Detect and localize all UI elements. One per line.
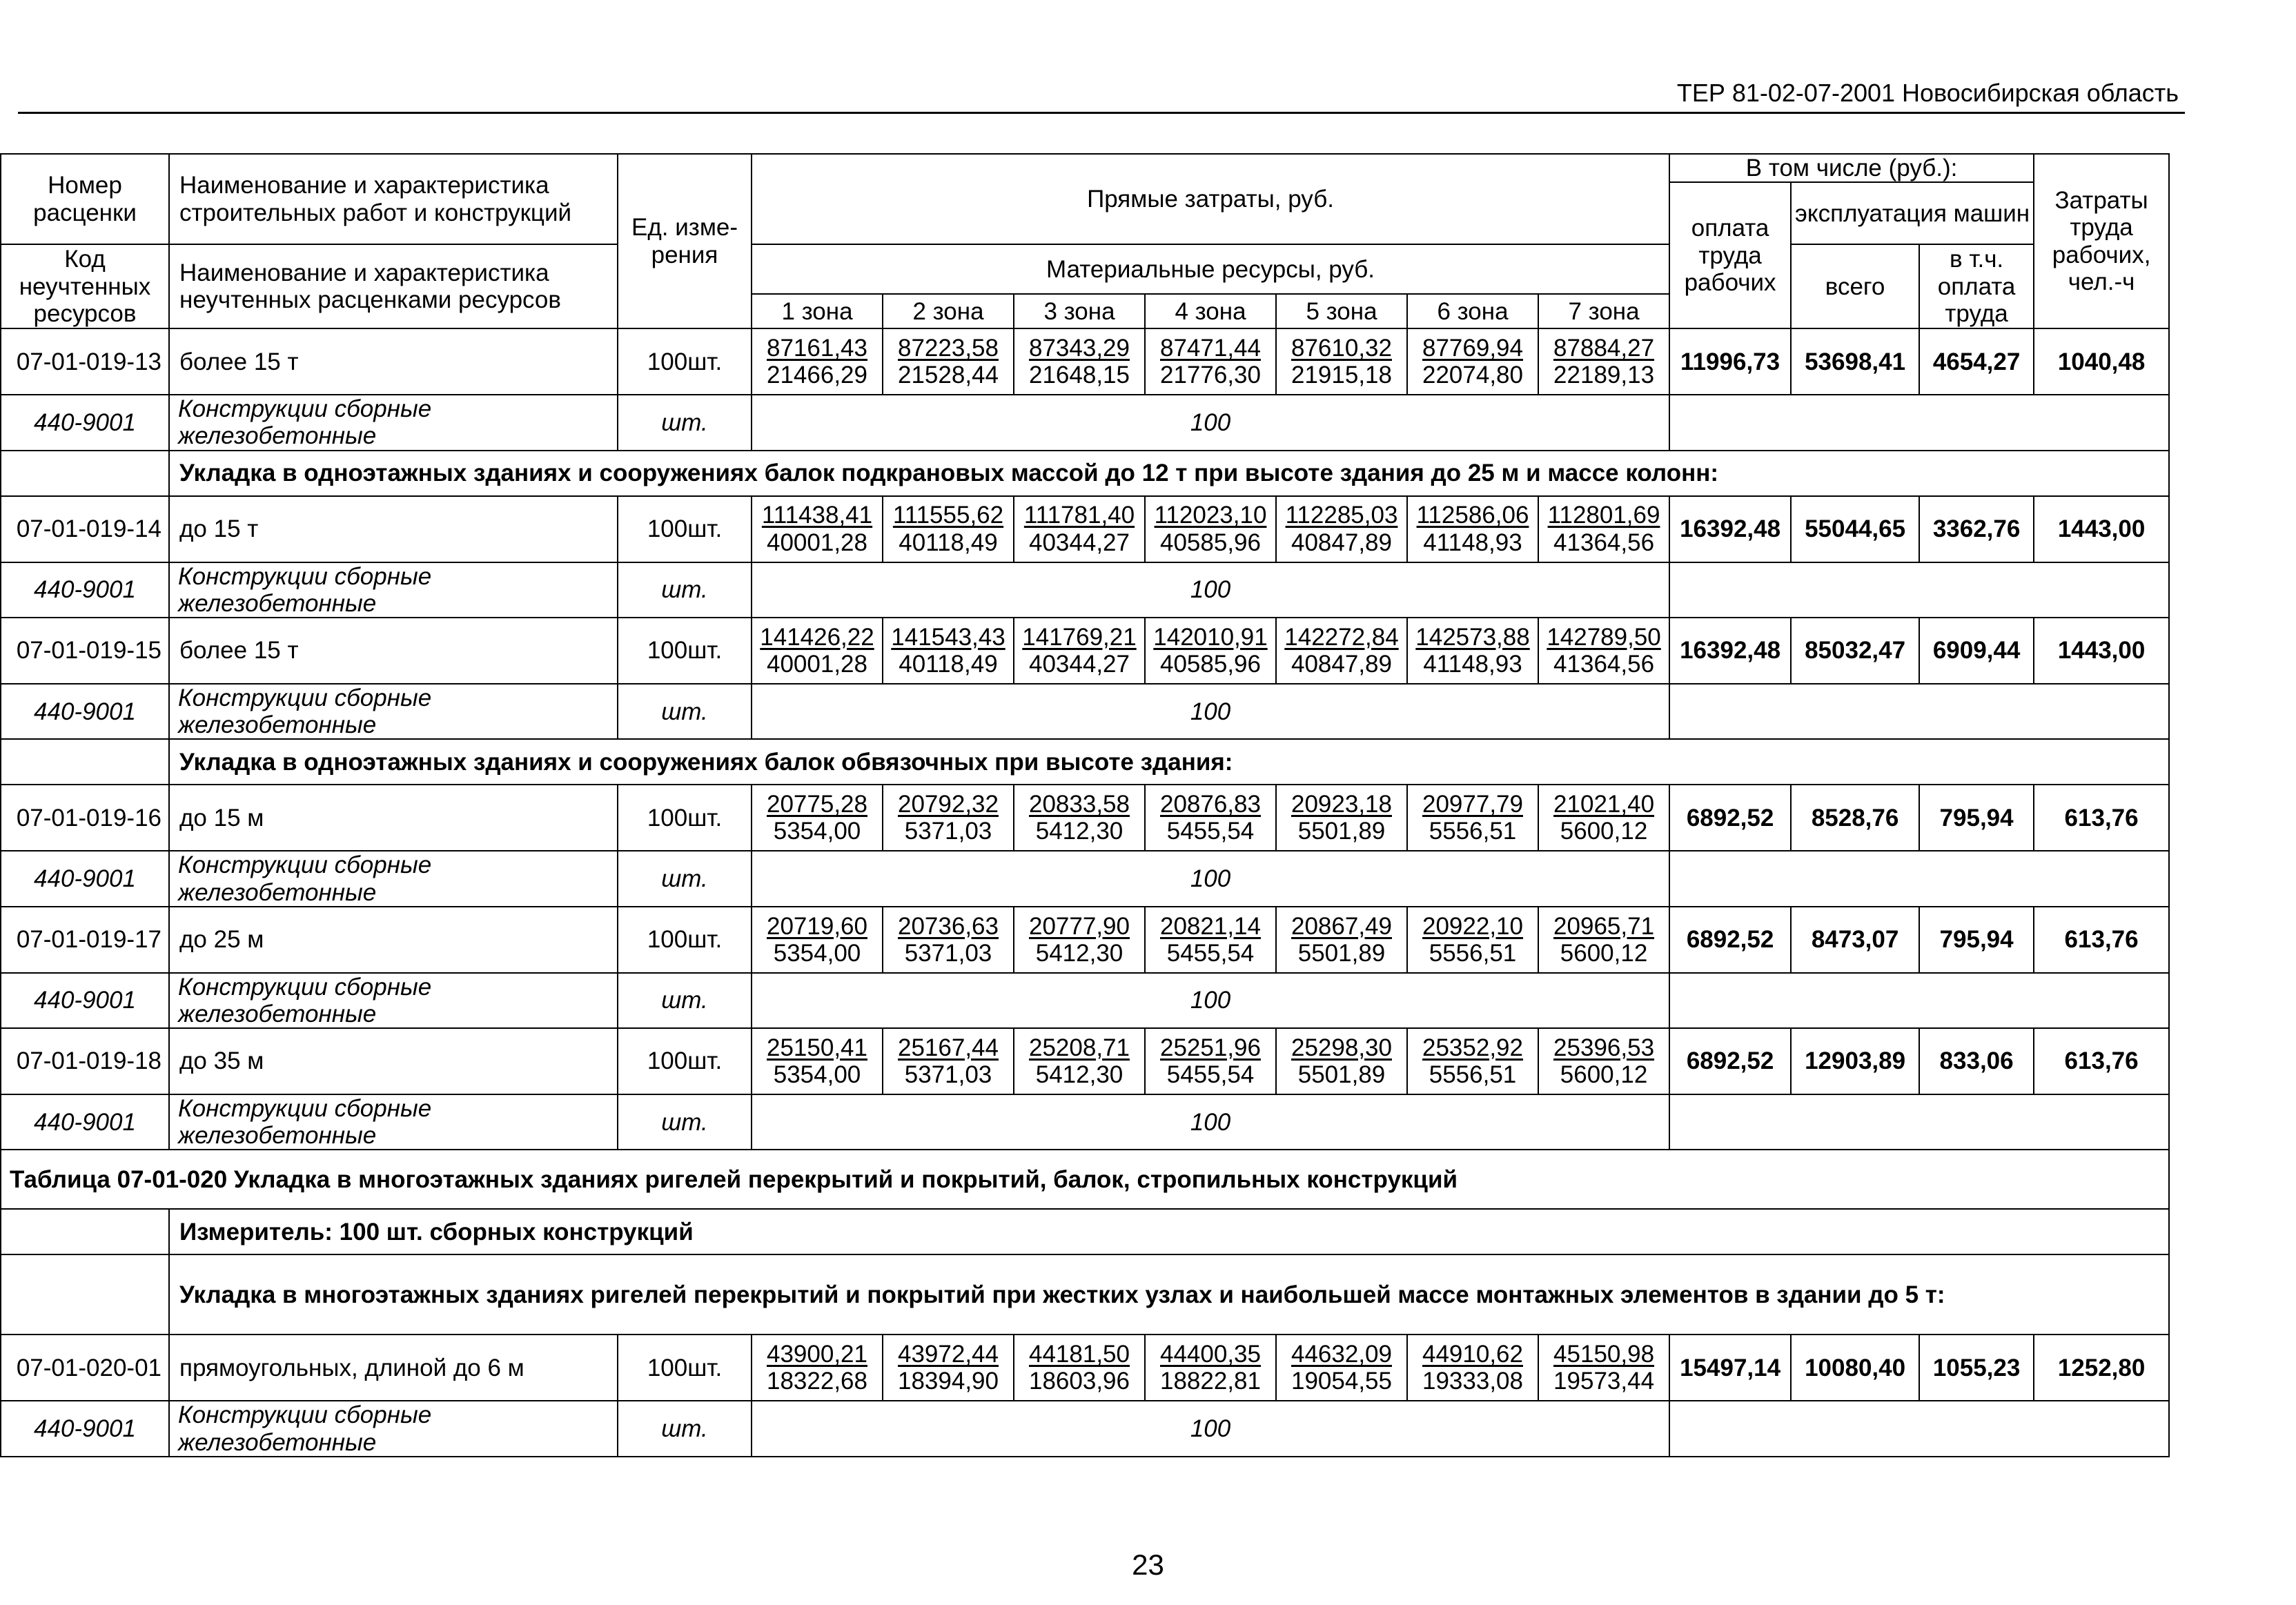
material-cost-value: 40585,96 [1160, 650, 1261, 678]
direct-cost-value: 87610,32 [1291, 335, 1392, 362]
empty-code-cell [1, 739, 169, 785]
machines-total-value: 8528,76 [1791, 785, 1919, 851]
direct-cost-value: 25396,53 [1553, 1034, 1655, 1061]
rate-name: более 15 т [169, 618, 618, 684]
resource-quantity: 100 [752, 1401, 1669, 1456]
resource-unit: шт. [618, 395, 752, 450]
zone-cost-cell [1014, 496, 1145, 562]
resource-name: Конструкции сборные железобетонные [169, 562, 618, 618]
rate-name: до 35 м [169, 1028, 618, 1094]
header-machines-wages: в т.ч. оплата труда [1919, 244, 2034, 328]
rate-name: до 15 т [169, 496, 618, 562]
zone-cost-cell [1407, 618, 1538, 684]
header-materials: Материальные ресурсы, руб. [752, 244, 1669, 294]
material-cost-value: 40118,49 [899, 529, 998, 556]
header-unit: Ед. изме- рения [618, 154, 752, 328]
material-cost-value: 19573,44 [1553, 1368, 1655, 1395]
resource-unit: шт. [618, 851, 752, 906]
empty-code-cell [1, 451, 169, 496]
resource-name: Конструкции сборные железобетонные [169, 684, 618, 739]
page-number: 23 [1132, 1548, 1164, 1581]
material-cost-value: 5600,12 [1560, 1061, 1648, 1089]
material-cost-value: 21466,29 [767, 362, 867, 389]
material-cost-value: 5501,89 [1297, 1061, 1386, 1089]
header-name: Наименование и характеристика строительных работ и конструкций [169, 154, 618, 244]
material-cost-value: 41148,93 [1423, 529, 1522, 556]
zone-cost-cell [752, 907, 883, 973]
zone-cost-cell [1407, 496, 1538, 562]
direct-cost-value: 21021,40 [1553, 791, 1655, 818]
direct-cost-value: 87471,44 [1160, 335, 1261, 362]
zone-cost-cell [1145, 618, 1276, 684]
material-cost-value: 22189,13 [1553, 362, 1655, 389]
zone-cost-cell [752, 328, 883, 395]
rate-unit: 100шт. [618, 496, 752, 562]
direct-cost-value: 87884,27 [1553, 335, 1655, 362]
direct-cost-value: 25352,92 [1422, 1034, 1523, 1061]
zone-cost-cell [1145, 785, 1276, 851]
rate-row [1, 618, 2169, 684]
machines-wages-value: 795,94 [1919, 785, 2034, 851]
labor-value: 1252,80 [2034, 1335, 2169, 1401]
material-cost-value: 21915,18 [1291, 362, 1392, 389]
material-cost-value: 40001,28 [767, 529, 867, 556]
machines-total-value: 8473,07 [1791, 907, 1919, 973]
direct-cost-value: 87343,29 [1029, 335, 1130, 362]
zone-cost-cell [1014, 618, 1145, 684]
labor-value: 1443,00 [2034, 618, 2169, 684]
zone-cost-cell [752, 1028, 883, 1094]
wages-value: 6892,52 [1669, 1028, 1791, 1094]
zone-cost-cell [1538, 618, 1669, 684]
material-cost-value: 19054,55 [1291, 1368, 1392, 1395]
direct-cost-value: 111438,41 [761, 502, 873, 529]
wages-value: 16392,48 [1669, 496, 1791, 562]
direct-cost-value: 44632,09 [1291, 1341, 1392, 1368]
rate-unit: 100шт. [618, 1335, 752, 1401]
material-cost-value: 40344,27 [1029, 529, 1130, 556]
resource-quantity: 100 [752, 684, 1669, 739]
material-cost-value: 19333,08 [1422, 1368, 1523, 1395]
rate-code: 07-01-019-17 [1, 907, 169, 973]
zone-cost-cell [1145, 1028, 1276, 1094]
zone-cost-cell [1145, 907, 1276, 973]
zone-cost-cell [1407, 785, 1538, 851]
direct-cost-value: 20922,10 [1422, 912, 1523, 940]
resource-code: 440-9001 [1, 1094, 169, 1150]
rate-code: 07-01-019-14 [1, 496, 169, 562]
rate-code: 07-01-019-16 [1, 785, 169, 851]
rate-code: 07-01-019-13 [1, 328, 169, 395]
direct-cost-value: 45150,98 [1553, 1341, 1655, 1368]
zone-cost-cell [752, 496, 883, 562]
direct-cost-value: 141769,21 [1022, 623, 1137, 651]
zone-cost-cell [1276, 496, 1407, 562]
machines-total-value: 55044,65 [1791, 496, 1919, 562]
zone-cost-cell [752, 618, 883, 684]
direct-cost-value: 20736,63 [898, 912, 999, 940]
material-cost-value: 5371,03 [904, 939, 992, 967]
section-subheading: Укладка в одноэтажных зданиях и сооружениях балок подкрановых массой до 12 т при высоте здания до 25 м и массе колонн: [169, 451, 2169, 496]
rate-code: 07-01-019-15 [1, 618, 169, 684]
material-cost-value: 41364,56 [1553, 650, 1655, 678]
zone-cost-cell [1276, 1028, 1407, 1094]
rate-row [1, 785, 2169, 851]
labor-value: 613,76 [2034, 1028, 2169, 1094]
section-subheading-row [1, 739, 2169, 785]
zone-cost-cell [1538, 785, 1669, 851]
rates-table [0, 153, 2170, 1457]
machines-wages-value: 3362,76 [1919, 496, 2034, 562]
wages-value: 16392,48 [1669, 618, 1791, 684]
material-cost-value: 5501,89 [1297, 939, 1386, 967]
direct-cost-value: 142789,50 [1547, 623, 1661, 651]
resource-row [1, 851, 2169, 906]
resource-code: 440-9001 [1, 973, 169, 1028]
table-title: Таблица 07-01-020 Укладка в многоэтажных зданиях ригелей перекрытий и покрытий, балок, стропильных конструкций [1, 1150, 2169, 1209]
direct-cost-value: 20876,83 [1160, 791, 1261, 818]
rate-row [1, 328, 2169, 395]
resource-name: Конструкции сборные железобетонные [169, 1401, 618, 1456]
material-cost-value: 5371,03 [904, 1061, 992, 1089]
rate-row [1, 496, 2169, 562]
rate-name: прямоугольных, длиной до 6 м [169, 1335, 618, 1401]
header-direct-costs: Прямые затраты, руб. [752, 154, 1669, 244]
header-res-code: Код неучтенных ресурсов [1, 244, 169, 328]
material-cost-value: 5556,51 [1429, 939, 1517, 967]
material-cost-value: 41364,56 [1553, 529, 1655, 556]
material-cost-value: 40344,27 [1029, 650, 1130, 678]
header-zone-1: 1 зона [752, 294, 883, 328]
zone-cost-cell [883, 907, 1014, 973]
zone-cost-cell [1014, 907, 1145, 973]
section-subheading-row [1, 451, 2169, 496]
material-cost-value: 5354,00 [773, 818, 861, 845]
resource-empty-cell [1669, 851, 2169, 906]
section-subheading-row [1, 1209, 2169, 1254]
section-subheading-row [1, 1254, 2169, 1335]
header-res-name: Наименование и характеристика неучтенных расценками ресурсов [169, 244, 618, 328]
header-zone-3: 3 зона [1014, 294, 1145, 328]
zone-cost-cell [1145, 1335, 1276, 1401]
material-cost-value: 5455,54 [1166, 818, 1255, 845]
header-rule [18, 112, 2185, 114]
header-machines: эксплуатация машин [1791, 182, 2034, 244]
machines-total-value: 53698,41 [1791, 328, 1919, 395]
direct-cost-value: 111555,62 [892, 502, 1004, 529]
table-body [1, 328, 2169, 1457]
material-cost-value: 5412,30 [1035, 1061, 1124, 1089]
direct-cost-value: 25150,41 [767, 1034, 867, 1061]
zone-cost-cell [1014, 1028, 1145, 1094]
document-title: ТЕР 81-02-07-2001 Новосибирская область [1676, 79, 2179, 107]
direct-cost-value: 43900,21 [767, 1341, 867, 1368]
rate-code: 07-01-020-01 [1, 1335, 169, 1401]
material-cost-value: 40847,89 [1291, 529, 1392, 556]
direct-cost-value: 25208,71 [1029, 1034, 1130, 1061]
resource-empty-cell [1669, 1094, 2169, 1150]
direct-cost-value: 141426,22 [760, 623, 874, 651]
zone-cost-cell [1407, 1028, 1538, 1094]
resource-name: Конструкции сборные железобетонные [169, 851, 618, 906]
material-cost-value: 40001,28 [767, 650, 867, 678]
labor-value: 1040,48 [2034, 328, 2169, 395]
material-cost-value: 5600,12 [1560, 818, 1648, 845]
header-zone-5: 5 зона [1276, 294, 1407, 328]
direct-cost-value: 20965,71 [1553, 912, 1655, 940]
rate-unit: 100шт. [618, 1028, 752, 1094]
direct-cost-value: 142573,88 [1415, 623, 1530, 651]
resource-empty-cell [1669, 395, 2169, 450]
direct-cost-value: 20792,32 [898, 791, 999, 818]
zone-cost-cell [1145, 496, 1276, 562]
material-cost-value: 5412,30 [1035, 939, 1124, 967]
header-zone-2: 2 зона [883, 294, 1014, 328]
rate-unit: 100шт. [618, 907, 752, 973]
empty-code-cell [1, 1209, 169, 1254]
resource-name: Конструкции сборные железобетонные [169, 1094, 618, 1150]
zone-cost-cell [1276, 328, 1407, 395]
resource-quantity: 100 [752, 851, 1669, 906]
zone-cost-cell [1407, 328, 1538, 395]
direct-cost-value: 111781,40 [1023, 502, 1135, 529]
direct-cost-value: 20777,90 [1029, 912, 1130, 940]
direct-cost-value: 112586,06 [1416, 502, 1529, 529]
rate-name: более 15 т [169, 328, 618, 395]
material-cost-value: 5600,12 [1560, 939, 1648, 967]
zone-cost-cell [1276, 618, 1407, 684]
resource-unit: шт. [618, 684, 752, 739]
resource-name: Конструкции сборные железобетонные [169, 395, 618, 450]
material-cost-value: 41148,93 [1423, 650, 1522, 678]
material-cost-value: 5455,54 [1166, 939, 1255, 967]
rate-unit: 100шт. [618, 785, 752, 851]
machines-wages-value: 6909,44 [1919, 618, 2034, 684]
zone-cost-cell [1014, 1335, 1145, 1401]
direct-cost-value: 25167,44 [898, 1034, 999, 1061]
machines-total-value: 10080,40 [1791, 1335, 1919, 1401]
header-code: Номер расценки [1, 154, 169, 244]
material-cost-value: 40847,89 [1291, 650, 1392, 678]
material-cost-value: 18394,90 [898, 1368, 999, 1395]
material-cost-value: 18322,68 [767, 1368, 867, 1395]
zone-cost-cell [1538, 907, 1669, 973]
header-zone-4: 4 зона [1145, 294, 1276, 328]
material-cost-value: 18822,81 [1160, 1368, 1261, 1395]
header-zone-7: 7 зона [1538, 294, 1669, 328]
zone-cost-cell [1276, 785, 1407, 851]
resource-name: Конструкции сборные железобетонные [169, 973, 618, 1028]
resource-unit: шт. [618, 1094, 752, 1150]
zone-cost-cell [752, 1335, 883, 1401]
wages-value: 6892,52 [1669, 907, 1791, 973]
material-cost-value: 21528,44 [898, 362, 999, 389]
machines-wages-value: 795,94 [1919, 907, 2034, 973]
material-cost-value: 5371,03 [904, 818, 992, 845]
resource-unit: шт. [618, 562, 752, 618]
zone-cost-cell [1538, 328, 1669, 395]
resource-code: 440-9001 [1, 1401, 169, 1456]
resource-empty-cell [1669, 684, 2169, 739]
direct-cost-value: 20833,58 [1029, 791, 1130, 818]
rate-row [1, 907, 2169, 973]
material-cost-value: 22074,80 [1422, 362, 1523, 389]
resource-quantity: 100 [752, 1094, 1669, 1150]
direct-cost-value: 20977,79 [1422, 791, 1523, 818]
direct-cost-value: 44910,62 [1422, 1341, 1523, 1368]
material-cost-value: 5412,30 [1035, 818, 1124, 845]
direct-cost-value: 20719,60 [767, 912, 867, 940]
labor-value: 613,76 [2034, 785, 2169, 851]
header-wages: оплата труда рабочих [1669, 182, 1791, 328]
material-cost-value: 5354,00 [773, 1061, 861, 1089]
header-including: В том числе (руб.): [1669, 154, 2034, 182]
resource-unit: шт. [618, 1401, 752, 1456]
machines-total-value: 85032,47 [1791, 618, 1919, 684]
zone-cost-cell [883, 328, 1014, 395]
resource-code: 440-9001 [1, 562, 169, 618]
rate-row [1, 1335, 2169, 1401]
material-cost-value: 5354,00 [773, 939, 861, 967]
resource-row [1, 562, 2169, 618]
resource-quantity: 100 [752, 973, 1669, 1028]
resource-empty-cell [1669, 973, 2169, 1028]
resource-empty-cell [1669, 1401, 2169, 1456]
direct-cost-value: 87769,94 [1422, 335, 1523, 362]
direct-cost-value: 20923,18 [1291, 791, 1392, 818]
direct-cost-value: 25251,96 [1160, 1034, 1261, 1061]
zone-cost-cell [1538, 496, 1669, 562]
zone-cost-cell [883, 618, 1014, 684]
resource-row [1, 395, 2169, 450]
direct-cost-value: 44400,35 [1160, 1341, 1261, 1368]
direct-cost-value: 112285,03 [1285, 502, 1398, 529]
rate-row [1, 1028, 2169, 1094]
material-cost-value: 21776,30 [1160, 362, 1261, 389]
section-subheading: Укладка в многоэтажных зданиях ригелей перекрытий и покрытий при жестких узлах и наибольшей массе монтажных элементов в здании до 5 т: [169, 1254, 2169, 1335]
rate-name: до 25 м [169, 907, 618, 973]
zone-cost-cell [752, 785, 883, 851]
resource-row [1, 1094, 2169, 1150]
direct-cost-value: 87161,43 [767, 335, 867, 362]
section-subheading: Укладка в одноэтажных зданиях и сооружениях балок обвязочных при высоте здания: [169, 739, 2169, 785]
zone-cost-cell [1145, 328, 1276, 395]
direct-cost-value: 25298,30 [1291, 1034, 1392, 1061]
resource-code: 440-9001 [1, 851, 169, 906]
empty-code-cell [1, 1254, 169, 1335]
rate-name: до 15 м [169, 785, 618, 851]
rate-code: 07-01-019-18 [1, 1028, 169, 1094]
machines-wages-value: 833,06 [1919, 1028, 2034, 1094]
direct-cost-value: 20867,49 [1291, 912, 1392, 940]
direct-cost-value: 142272,84 [1284, 623, 1399, 651]
material-cost-value: 5501,89 [1297, 818, 1386, 845]
resource-row [1, 684, 2169, 739]
zone-cost-cell [1407, 1335, 1538, 1401]
material-cost-value: 5556,51 [1429, 818, 1517, 845]
resource-unit: шт. [618, 973, 752, 1028]
zone-cost-cell [1014, 785, 1145, 851]
header-zone-6: 6 зона [1407, 294, 1538, 328]
direct-cost-value: 141543,43 [891, 623, 1005, 651]
header-machines-total: всего [1791, 244, 1919, 328]
direct-cost-value: 112023,10 [1154, 502, 1267, 529]
rate-unit: 100шт. [618, 328, 752, 395]
resource-quantity: 100 [752, 395, 1669, 450]
machines-wages-value: 1055,23 [1919, 1335, 2034, 1401]
zone-cost-cell [1538, 1335, 1669, 1401]
material-cost-value: 5556,51 [1429, 1061, 1517, 1089]
wages-value: 15497,14 [1669, 1335, 1791, 1401]
zone-cost-cell [1407, 907, 1538, 973]
resource-code: 440-9001 [1, 684, 169, 739]
labor-value: 613,76 [2034, 907, 2169, 973]
resource-empty-cell [1669, 562, 2169, 618]
table-header [1, 154, 2169, 328]
direct-cost-value: 20775,28 [767, 791, 867, 818]
zone-cost-cell [883, 785, 1014, 851]
direct-cost-value: 87223,58 [898, 335, 999, 362]
resource-row [1, 1401, 2169, 1456]
direct-cost-value: 112801,69 [1547, 502, 1660, 529]
header-labor: Затраты труда рабочих, чел.-ч [2034, 154, 2169, 328]
zone-cost-cell [1014, 328, 1145, 395]
direct-cost-value: 44181,50 [1029, 1341, 1130, 1368]
zone-cost-cell [1276, 907, 1407, 973]
labor-value: 1443,00 [2034, 496, 2169, 562]
material-cost-value: 40585,96 [1160, 529, 1261, 556]
zone-cost-cell [883, 496, 1014, 562]
rate-unit: 100шт. [618, 618, 752, 684]
machines-wages-value: 4654,27 [1919, 328, 2034, 395]
resource-code: 440-9001 [1, 395, 169, 450]
zone-cost-cell [1276, 1335, 1407, 1401]
resource-quantity: 100 [752, 562, 1669, 618]
material-cost-value: 21648,15 [1029, 362, 1130, 389]
machines-total-value: 12903,89 [1791, 1028, 1919, 1094]
table-title-row [1, 1150, 2169, 1209]
wages-value: 6892,52 [1669, 785, 1791, 851]
zone-cost-cell [883, 1335, 1014, 1401]
material-cost-value: 40118,49 [899, 650, 998, 678]
zone-cost-cell [883, 1028, 1014, 1094]
zone-cost-cell [1538, 1028, 1669, 1094]
material-cost-value: 5455,54 [1166, 1061, 1255, 1089]
wages-value: 11996,73 [1669, 328, 1791, 395]
direct-cost-value: 20821,14 [1160, 912, 1261, 940]
material-cost-value: 18603,96 [1029, 1368, 1130, 1395]
direct-cost-value: 43972,44 [898, 1341, 999, 1368]
section-subheading: Измеритель: 100 шт. сборных конструкций [169, 1209, 2169, 1254]
direct-cost-value: 142010,91 [1153, 623, 1268, 651]
resource-row [1, 973, 2169, 1028]
